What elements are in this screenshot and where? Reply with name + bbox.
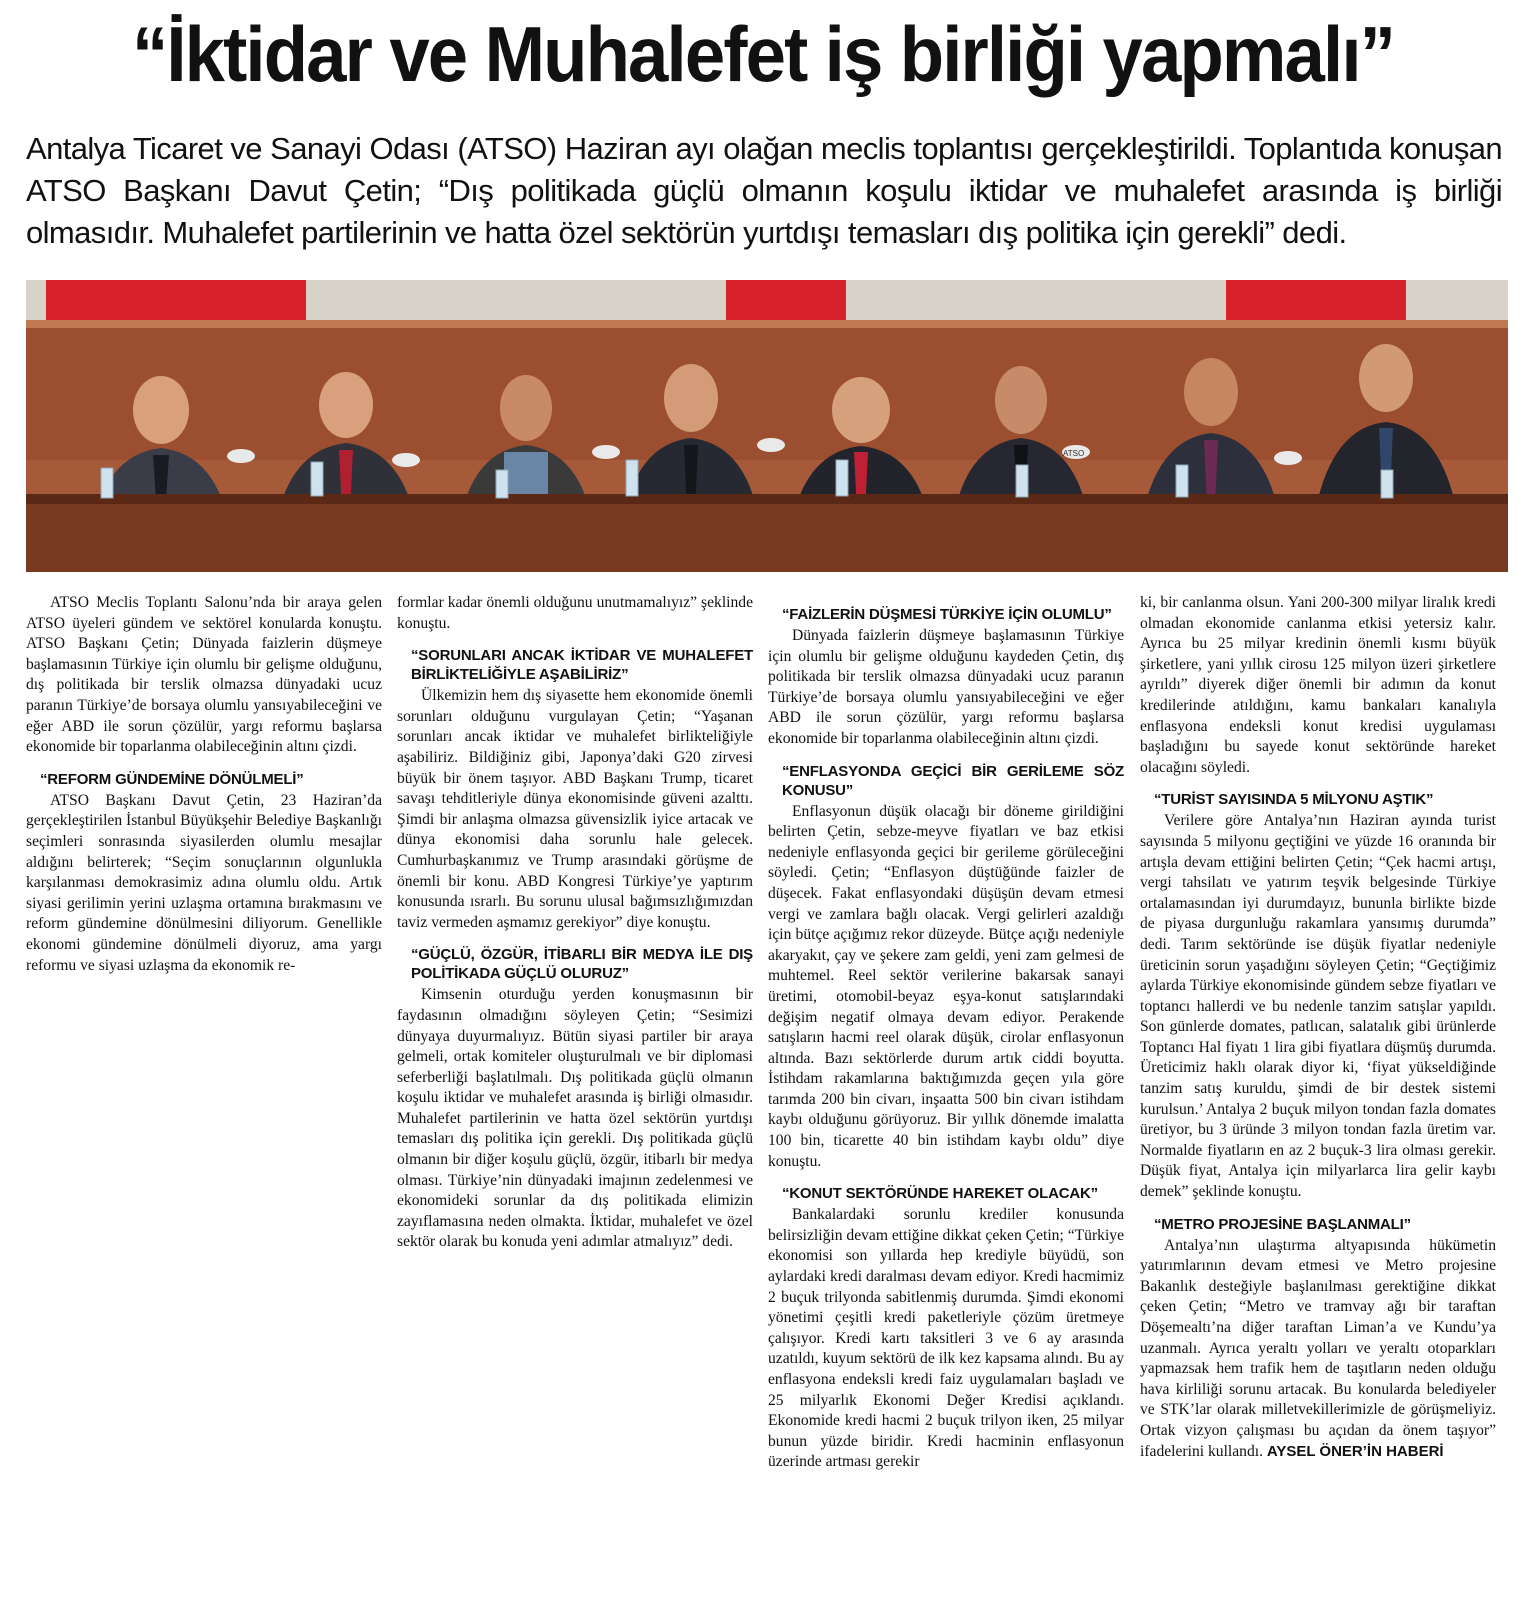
meeting-photo-illustration [26, 280, 1508, 572]
nameplate-text: ATSO [1063, 449, 1085, 458]
paragraph: Bankalardaki sorunlu krediler konusunda belirsizliğin devam ettiğine dikkat çeken Çetin; “Türkiye ekonomisi son yıllarda hep krediyle büyüdü, son aylardaki kredi daralması devam ediyor. Kredi hacmimiz 2 buçuk trilyonda sabitlenmiş durumda. Şimdi ekonomi yönetimi çeşitli kredi paketleriyle çözüm üretmeye çalışıyor. Kredi kartı taksitleri 3 ve 6 ay arasında uzatıldı, kuyum sektörü de ilk kez kapsama alındı. Bu ay enflasyona endeksli kredi faiz uygulamaları başladı ve 25 milyarlık Ekonomi Değer Kredisi açıklandı. Ekonomide kredi hacmi 2 buçuk trilyon iken, 25 milyar bunun yüzde biridir. Kredi hacminin enflasyonun üzerinde artması gerekir [768, 1206, 1124, 1471]
paragraph: Verilere göre Antalya’nın Haziran ayında turist sayısında 5 milyonu geçtiğini ve yüzde 16 oranında bir artışla devam ettiğini belirten Çetin; “Çek hacmi artışı, vergi tahsilatı ve yatırım teşvik belgesinde Türkiye ortalamasından iyi durumdayız, bununla birlikte bizde de piyasa durgunluğu rakamlara yansımış durumda” dedi. Tarım sektöründe ise düşük fiyatlar nedeniyle üreticinin sorun yaşadığını söyleyen Çetin; “Geçtiğimiz aylarda Türkiye ekonomisinde gündem sebze fiyatları ve toptancı hallerdi ve bu nedenle tanzim satışlar yapıldı. Son günlerde domates, patlıcan, salatalık gibi ürünlerde Toptancı Hal fiyatı 1 lira gibi fiyatlara düşmüş durumda. Üreticimiz haklı olarak diyor ki, ‘fiyat yükseldiğinde tanzim satış kuruldu, şimdi de bir destek sistemi kurulsun.’ Antalya 2 buçuk milyon tondan fazla domates üretiyor, bu 3 üründe 3 milyon tondan fazla üretim var. Normalde fiyatların en az 2 buçuk-3 lira olması gerekir. Düşük fiyat, Antalya için milyarlarca lira gelir kaybı demek” şeklinde konuştu. [1140, 812, 1496, 1201]
paragraph-text: Antalya’nın ulaştırma altyapısında hükümetin yatırımlarının devam etmesi ve Metro projesine Bakanlık desteğiyle başlanılması gerektiğine dikkat çeken Çetin; “Metro ve tramvay ağı bir taraftan Döşemealtı’na diğer taraftan Liman’a ve Kundu’ya uzanmalı. Ayrıca yeraltı yolları ve yeraltı otoparkları yapmazsak hem trafik hem de taşıtların neden olduğu hava kirliliği sorunu artacak. Bu konularda belediyeler ve STK’lar olarak milletvekillerimizle de görüşmeliyiz. Ortak vizyon çalışması bu açıdan da önem taşıyor” ifadelerini kullandı. [1140, 1236, 1496, 1460]
paragraph: formlar kadar önemli olduğunu unutmamalıyız” şeklinde konuştu. [397, 594, 753, 632]
subheading: “GÜÇLÜ, ÖZGÜR, İTİBARLI BİR MEDYA İLE DIŞ POLİTİKADA GÜÇLÜ OLURUZ” [411, 946, 753, 983]
column-2 [397, 593, 753, 1253]
byline: AYSEL ÖNER’İN HABERİ [1266, 1442, 1444, 1460]
paragraph [1140, 1236, 1496, 1463]
column-3 [768, 593, 1124, 1473]
subheading: “KONUT SEKTÖRÜNDE HAREKET OLACAK” [782, 1185, 1098, 1203]
meeting-photo [26, 280, 1508, 572]
subheading: “METRO PROJESİNE BAŞLANMALI” [1154, 1215, 1411, 1233]
headline: “İktidar ve Muhalefet iş birliği yapmalı” [131, 10, 1395, 98]
column-1 [26, 593, 382, 976]
paragraph: ATSO Meclis Toplantı Salonu’nda bir araya gelen ATSO üyeleri gündem ve sektörel konularda konuştu. ATSO Başkanı Çetin; Dünyada faizlerin düşmeye başlamasının Türkiye için olumlu bir gelişme olduğunu, dış politikada bir terslik olmazsa dünyadaki ucuz paranın Türkiye’de borsaya olumlu yansıyabileceğini ve eğer ABD ile sorun çözülür, yargı reformu başlarsa ekonomide bir toparlanma olabileceğinin altını çizdi. [26, 594, 382, 756]
paragraph: Dünyada faizlerin düşmeye başlamasının Türkiye için olumlu bir gelişme olduğunu kaydeden Çetin, dış politikada bir terslik olmazsa dünyadaki ucuz paranın Türkiye’de borsaya olumlu yansıyabileceğini ve eğer ABD ile sorun çözülür, yargı reformu başlarsa ekonomide bir toparlanma olabileceğinin altını çizdi. [768, 627, 1124, 747]
subheading: “ENFLASYONDA GEÇİCİ BİR GERİLEME SÖZ KONUSU” [782, 762, 1124, 799]
subheading: “TURİST SAYISINDA 5 MİLYONU AŞTIK” [1154, 791, 1434, 809]
subheading: “FAİZLERİN DÜŞMESİ TÜRKİYE İÇİN OLUMLU” [782, 606, 1112, 623]
paragraph: ki, bir canlanma olsun. Yani 200-300 milyar liralık kredi olmadan ekonomide canlanma etkisi yetersiz kalır. Ayrıca bu 25 milyar kredinin önemli kısmı büyük şirketlere, yani yıllık cirosu 125 milyon üzeri şirketlere ayrıldı” diyerek diğer önemli bir adımın da konut kredilerinde atıldığını, kamu bankaları kanalıyla enflasyona endeksli konut kredisi uygulaması başladığını bu sayede konut sektöründe hareket olacağını söyledi. [1140, 594, 1496, 776]
paragraph: Ülkemizin hem dış siyasette hem ekonomide önemli sorunları olduğunu vurgulayan Çetin; “Yaşanan sorunları ancak iktidar ve muhalefet birlikteliğiyle aşabiliriz. Bildiğiniz gibi, Japonya’daki G20 zirvesi büyük bir önem taşıyor. ABD Başkanı Trump, ticaret savaşı tehditleriyle dünya ekonomisinde güveni azalttı. Şimdi bir anlaşma olmazsa güvensizlik iyice artacak ve dünya ekonomisi daha sorunlu hale gelecek. Cumhurbaşkanımız ve Trump arasındaki görüşme de önemli bir konu. ABD Kongresi Türkiye’ye yaptırım konusunda ısrarlı. Bu sorunu ulusal bağımsızlığımızdan taviz vermeden aşmamız gerekiyor” diye konuştu. [397, 687, 753, 931]
lead-paragraph: Antalya Ticaret ve Sanayi Odası (ATSO) Haziran ayı olağan meclis toplantısı gerçekleştirildi. Toplantıda konuşan ATSO Başkanı Davut Çetin; “Dış politikada güçlü olmanın koşulu iktidar ve muhalefet arasında iş birliği olmasıdır. Muhalefet partilerinin ve hatta özel sektörün yurtdışı temasları dış politika için gerekli” dedi. [26, 131, 1502, 250]
paragraph: Enflasyonun düşük olacağı bir döneme girildiğini belirten Çetin, sebze-meyve fiyatları ve baz etkisi nedeniyle enflasyonda geçici bir gerileme görüleceğini söyledi. Çetin; “Enflasyon düştüğünde faizler de düşecek. Fakat enflasyondaki düşüşün devam etmesi vergi ve zamlara bağlı olacak. Vergi gelirleri azaldığı için bütçe açığımız rekor düzeyde. Bütçe açığı nedeniyle akaryakıt, çay ve şekere zam geldi, yeni zam gelmesi de muhtemel. Reel sektör verilerine bakarsak sanayi üretimi, otomobil-beyaz eşya-konut satışlarındaki değişim negatif olmaya devam ediyor. Perakende satışların hacmi reel olarak düşük, cirolar enflasyonun altında. Bazı sektörlerde durum artık ciddi boyutta. İstihdam rakamlarına baktığımızda geçen yıla göre tarımda 200 bin civarı, inşaatta 500 bin civarı istihdam kaybı olduğunu görüyoruz. Bir yıllık dönemde imalatta 100 bin, ticarette 40 bin istihdam kaybı oldu” diye konuştu. [768, 802, 1124, 1170]
subheading: “SORUNLARI ANCAK İKTİDAR VE MUHALEFET BİRLİKTELİĞİYLE AŞABİLİRİZ” [411, 647, 753, 684]
paragraph: ATSO Başkanı Davut Çetin, 23 Haziran’da gerçekleştirilen İstanbul Büyükşehir Belediye Başkanlığı seçimleri sonrasında siyasilerden olumlu mesajlar aldığını belirterek; “Seçim sonuçlarının olgunlukla karşılanması demokrasimiz adına olumlu oldu. Artık siyasi gerilimin yerini uzlaşma ortamına bırakmasını ve reform gündemine dönülmesini diliyorum. Genellikle ekonomi gündemine dönülmeli diyoruz, ama yargı reformu ve siyasi uzlaşma da ekonomik re- [26, 791, 382, 974]
column-4 [1140, 593, 1496, 1462]
paragraph: Kimsenin oturduğu yerden konuşmasının bir faydasının olmadığını söyleyen Çetin; “Sesimizi dünyaya duyurmalıyız. Bütün siyasi partiler bir araya gelmeli, ortak komiteler oluşturulmalı ve bir diplomasi seferberliği başlatılmalı. Dış politikada güçlü olmanın koşulu iktidar ve muhalefet arasında iş birliği olmasıdır. Muhalefet partilerinin ve hatta özel sektörün yurtdışı temasları dış politika için gerekli. Dış politikada güçlü olmanın bir diğer koşulu güçlü, özgür, itibarlı bir medya olması. Türkiye’nin dünyadaki imajının zedelenmesi ve ekonomideki sorunlar da dış politikada elimizin zayıflamasına neden olmakta. İktidar, muhalefet ve özel sektör olarak bu konuda yeni adımlar atmalıyız” dedi. [397, 986, 753, 1251]
subheading: “REFORM GÜNDEMİNE DÖNÜLMELİ” [40, 770, 304, 788]
